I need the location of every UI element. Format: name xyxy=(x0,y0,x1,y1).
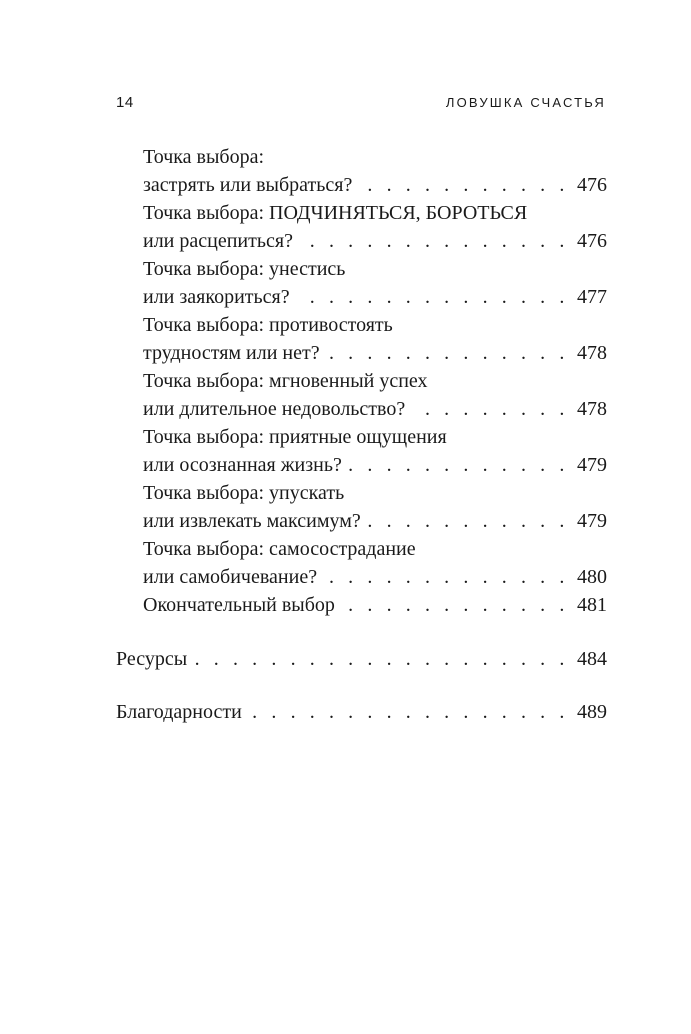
dot-leader xyxy=(326,339,569,367)
dot-leader xyxy=(367,507,569,535)
toc-entry-drift-or-anchor xyxy=(116,255,607,311)
toc-entry-title-cont: или длительное недовольство? xyxy=(143,398,406,420)
dot-leader xyxy=(358,171,569,199)
dot-leader xyxy=(193,645,569,673)
toc-page-number: 479 xyxy=(577,454,607,476)
toc-leader-line xyxy=(143,339,607,367)
toc-leader-line xyxy=(143,283,607,311)
toc-entry-instant-success xyxy=(116,367,607,423)
toc-leader-line xyxy=(143,395,607,423)
toc-entry-final-choice xyxy=(116,591,607,619)
dot-leader xyxy=(299,227,569,255)
toc-page-number: 480 xyxy=(577,566,607,588)
toc-entry-title-cont: или заякориться? xyxy=(143,286,290,308)
toc-leader-line xyxy=(143,227,607,255)
toc-page-number: 481 xyxy=(577,594,607,616)
toc-page-number: 478 xyxy=(577,342,607,364)
toc-page-number: 484 xyxy=(577,648,607,670)
toc-entry-title: Окончательный выбор xyxy=(143,594,335,616)
toc-entry-title: Точка выбора: мгновенный успех xyxy=(143,370,428,392)
toc-entry-title: Точка выбора: противостоять xyxy=(143,314,393,336)
toc-leader-line xyxy=(143,451,607,479)
toc-entry-title-cont: или осознанная жизнь? xyxy=(143,454,342,476)
dot-leader xyxy=(348,451,569,479)
toc-leader-line xyxy=(116,645,607,673)
dot-leader xyxy=(248,698,569,726)
toc-page-number: 479 xyxy=(577,510,607,532)
toc-leader-line xyxy=(143,563,607,591)
toc-entry-title-cont: застрять или выбраться? xyxy=(143,174,353,196)
toc-entry-obey-fight-unhook xyxy=(116,199,607,255)
toc-entry-pleasant-feelings xyxy=(116,423,607,479)
dot-leader xyxy=(341,591,569,619)
dot-leader xyxy=(411,395,569,423)
toc-entry-title-cont: или расцепиться? xyxy=(143,230,293,252)
table-of-contents xyxy=(116,143,607,726)
toc-entry-title-cont: или извлекать максимум? xyxy=(143,510,361,532)
toc-page-number: 478 xyxy=(577,398,607,420)
toc-page-number: 476 xyxy=(577,230,607,252)
toc-leader-line xyxy=(116,698,607,726)
toc-entry-resources xyxy=(116,645,607,673)
toc-entry-title: Точка выбора: xyxy=(143,146,265,168)
toc-entry-acknowledgements xyxy=(116,698,607,726)
toc-entry-self-compassion xyxy=(116,535,607,591)
toc-entry-title: Точка выбора: приятные ощущения xyxy=(143,426,447,448)
toc-leader-line xyxy=(143,171,607,199)
toc-entry-title: Ресурсы xyxy=(116,648,188,670)
toc-page-number: 489 xyxy=(577,701,607,723)
toc-page-number: 476 xyxy=(577,174,607,196)
toc-entry-title: Точка выбора: унестись xyxy=(143,258,346,280)
toc-entry-title: Благодарности xyxy=(116,701,242,723)
toc-entry-miss-or-maximize xyxy=(116,479,607,535)
toc-entry-face-difficulties xyxy=(116,311,607,367)
toc-leader-line xyxy=(143,591,607,619)
toc-leader-line xyxy=(143,507,607,535)
running-head: ЛОВУШКА СЧАСТЬЯ xyxy=(445,95,606,110)
toc-entry-title: Точка выбора: самосострадание xyxy=(143,538,416,560)
toc-entry-stuck-or-out xyxy=(116,143,607,199)
toc-entry-title: Точка выбора: упускать xyxy=(143,482,345,504)
toc-page-number: 477 xyxy=(577,286,607,308)
toc-entry-title: Точка выбора: ПОДЧИНЯТЬСЯ, БОРОТЬСЯ xyxy=(143,202,528,224)
dot-leader xyxy=(296,283,569,311)
toc-entry-title-cont: или самобичевание? xyxy=(143,566,318,588)
page-number: 14 xyxy=(116,94,134,111)
toc-entry-title-cont: трудностям или нет? xyxy=(143,342,320,364)
dot-leader xyxy=(323,563,569,591)
